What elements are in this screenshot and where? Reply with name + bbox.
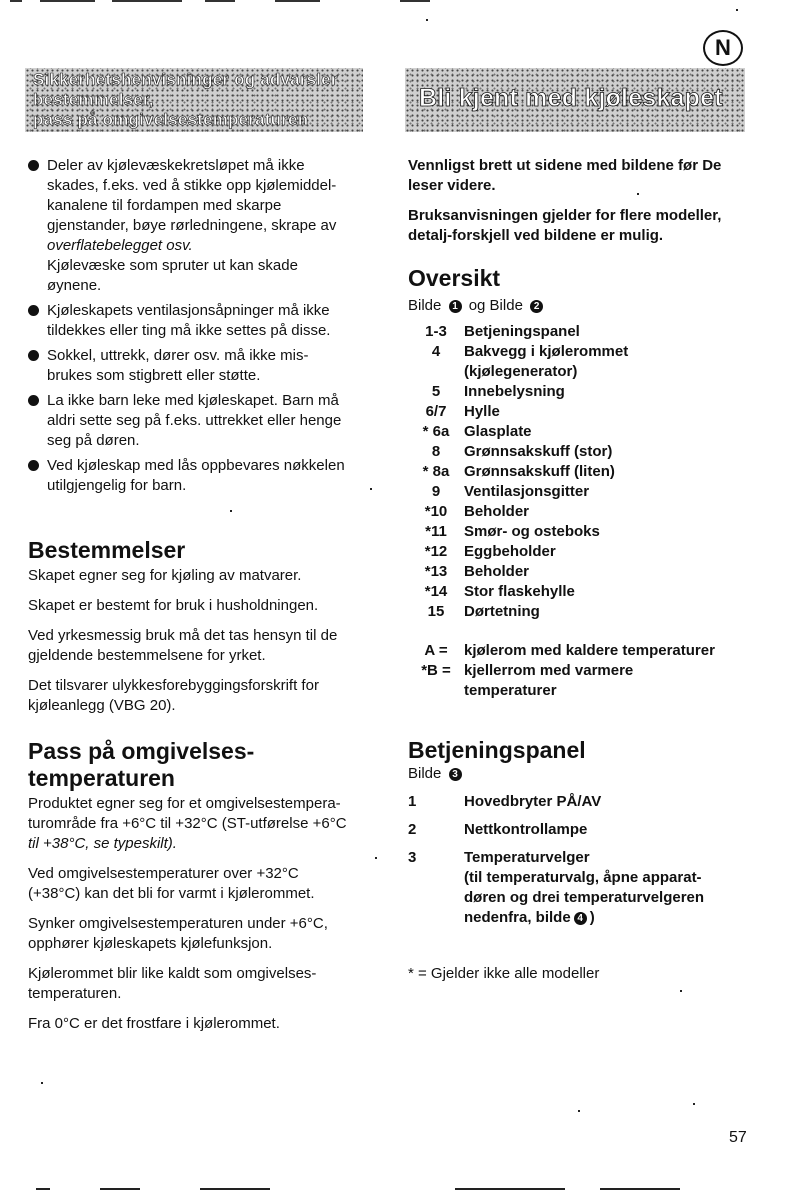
scan-line <box>10 0 22 2</box>
text: Bilde <box>408 297 442 314</box>
item-label: Smør- og osteboks <box>464 523 600 540</box>
list-item <box>408 402 758 422</box>
text: nedenfra, bilde <box>464 909 571 926</box>
text-line: tildekkes eller ting må ikke settes på disse. <box>47 322 331 339</box>
text-line: Bruksanvisningen gjelder for flere modeller, <box>408 207 722 224</box>
item-number: 1 <box>408 793 417 810</box>
text-line: Skapet er bestemt for bruk i husholdningen. <box>28 597 319 614</box>
scan-line <box>36 1188 50 1190</box>
figure-reference <box>408 296 758 316</box>
list-item <box>408 322 758 342</box>
text-line: La ikke barn leke med kjøleskapet. Barn må <box>47 392 339 409</box>
scan-line <box>40 0 95 2</box>
scan-line <box>600 1188 680 1190</box>
section-heading: Betjeningspanel <box>408 737 586 763</box>
item-number: 9 <box>431 483 441 500</box>
item-label: Eggbeholder <box>464 543 556 560</box>
scan-line <box>100 1188 140 1190</box>
left-section-banner <box>25 68 363 132</box>
oversikt-section <box>408 265 758 701</box>
item-number: 2 <box>408 821 417 838</box>
item-label: Glasplate <box>464 423 532 440</box>
list-item <box>408 522 758 542</box>
legend-list <box>408 641 758 701</box>
item-label: Betjeningspanel <box>464 323 580 340</box>
section-heading-line-2: temperaturen <box>28 765 175 791</box>
text-line: detalj-forskjell ved bildene er mulig. <box>408 227 664 244</box>
scan-line <box>455 1188 565 1190</box>
bullet-item <box>28 346 368 386</box>
list-item <box>408 422 758 442</box>
bullet-item <box>28 456 368 496</box>
list-item <box>408 482 758 502</box>
item-label: Beholder <box>464 563 530 580</box>
item-label: Ventilasjonsgitter <box>464 483 590 500</box>
text-line: brukes som stigbrett eller støtte. <box>47 367 261 384</box>
paragraph <box>28 864 378 904</box>
text-line: Produktet egner seg for et omgivelsestempera- <box>28 795 341 812</box>
item-label: Dørtetning <box>464 603 540 620</box>
item-label: Grønnsakskuff (liten) <box>464 463 615 480</box>
item-label: Bakvegg i kjølerommet <box>464 343 629 360</box>
scan-speck <box>41 1082 43 1084</box>
paragraph <box>28 794 378 834</box>
control-item <box>408 820 758 840</box>
text-line: Ved omgivelsestemperaturer over +32°C <box>28 865 299 882</box>
scan-speck <box>370 488 372 490</box>
text-line: temperaturen. <box>28 985 122 1002</box>
legend-key <box>408 681 464 701</box>
scan-speck <box>637 193 639 195</box>
text-line: (+38°C) kan det bli for varmt i kjølerommet. <box>28 885 315 902</box>
banner-line-1: Sikkerhetshenvisninger og advarsler <box>33 70 338 89</box>
item-number: 6/7 <box>425 403 447 420</box>
paragraph <box>28 596 368 616</box>
text-line: gjenstander, bøye rørledningene, skrape av <box>47 217 337 234</box>
paragraph <box>28 914 378 954</box>
item-label: Innebelysning <box>464 383 565 400</box>
legend-text: kjølerom med kaldere temperaturer <box>464 642 715 659</box>
scan-speck <box>578 1110 580 1112</box>
right-section-banner <box>405 68 745 132</box>
paragraph <box>28 676 368 716</box>
scan-speck <box>736 9 738 11</box>
legend-key: A = <box>424 642 448 659</box>
control-item <box>408 848 758 868</box>
legend-text: kjellerrom med varmere <box>464 662 634 679</box>
text-line: Skapet egner seg for kjøling av matvarer. <box>28 567 302 584</box>
list-item <box>408 562 758 582</box>
paragraph <box>28 566 368 586</box>
scan-speck <box>426 19 428 21</box>
figure-number-icon: 2 <box>530 300 543 313</box>
legend-item <box>408 641 758 661</box>
text-line: døren og drei temperaturvelgeren <box>464 889 705 906</box>
legend-item <box>408 661 758 681</box>
item-number: 15 <box>427 603 445 620</box>
country-badge: N <box>703 30 743 66</box>
section-heading-line-1: Pass på omgivelses- <box>28 738 255 764</box>
text-line: Ved kjøleskap med lås oppbevares nøkkelen <box>47 457 345 474</box>
intro-paragraph <box>408 156 758 196</box>
text: Bilde <box>408 765 442 782</box>
banner-line-3: pass på omgivelsestemperaturen <box>33 110 309 129</box>
scan-speck <box>375 857 377 859</box>
figure-number-icon: 1 <box>449 300 462 313</box>
list-item <box>408 442 758 462</box>
list-item <box>408 382 758 402</box>
text-line: Kjøleskapets ventilasjonsåpninger må ikke <box>47 302 330 319</box>
pass-section <box>28 738 378 1044</box>
list-item <box>408 342 758 362</box>
intro-paragraph <box>408 206 758 246</box>
list-item <box>408 502 758 522</box>
text-line: leser videre. <box>408 177 496 194</box>
left-column <box>28 156 368 501</box>
item-number: *13 <box>424 563 448 580</box>
item-number: 4 <box>431 343 441 360</box>
item-label: Beholder <box>464 503 530 520</box>
item-number: 5 <box>431 383 441 400</box>
text-line: (til temperaturvalg, åpne apparat- <box>464 869 702 886</box>
figure-reference <box>408 764 758 784</box>
text-line: Fra 0°C er det frostfare i kjølerommet. <box>28 1015 280 1032</box>
legend-item <box>408 681 758 701</box>
text-line: Ved yrkesmessig bruk må det tas hensyn til de <box>28 627 338 644</box>
footnote: * = Gjelder ikke alle modeller <box>408 965 600 982</box>
item-label: Grønnsakskuff (stor) <box>464 443 613 460</box>
item-label: Nettkontrollampe <box>464 821 588 838</box>
text-line: gjeldende bestemmelsene for yrket. <box>28 647 266 664</box>
text-line: Det tilsvarer ulykkesforebyggingsforskrift for <box>28 677 319 694</box>
control-note <box>408 868 758 928</box>
text-line: Kjølerommet blir like kaldt som omgivelses- <box>28 965 317 982</box>
text-line: Synker omgivelsestemperaturen under +6°C, <box>28 915 328 932</box>
scan-line <box>205 0 235 2</box>
text-line: utilgjengelig for barn. <box>47 477 187 494</box>
banner-title: Bli kjent med kjøleskapet <box>419 84 723 112</box>
scan-speck <box>680 990 682 992</box>
text: og Bilde <box>468 297 523 314</box>
text-line: øynene. <box>47 277 102 294</box>
item-number: *11 <box>425 523 447 540</box>
item-number: 8 <box>431 443 441 460</box>
item-label: Stor flaskehylle <box>464 583 575 600</box>
right-column <box>408 156 758 256</box>
bullet-item <box>28 391 368 451</box>
item-label: (kjølegenerator) <box>464 363 578 380</box>
section-heading: Bestemmelser <box>28 537 186 563</box>
item-number: *12 <box>424 543 448 560</box>
text-line: Vennligst brett ut sidene med bildene før De <box>408 157 722 174</box>
section-heading: Oversikt <box>408 265 501 291</box>
list-item <box>408 362 758 382</box>
bullet-item <box>28 301 368 341</box>
parts-list <box>408 322 758 622</box>
banner-line-2: bestemmelser, <box>33 90 154 109</box>
paragraph <box>28 1014 378 1034</box>
text-line: Sokkel, uttrekk, dører osv. må ikke mis- <box>47 347 309 364</box>
scan-line <box>400 0 430 2</box>
text-line: til +38°C, se typeskilt). <box>28 835 177 852</box>
item-number: * 8a <box>422 463 450 480</box>
scan-line <box>112 0 182 2</box>
bullet-item <box>28 156 368 296</box>
list-item <box>408 582 758 602</box>
item-label: Temperaturvelger <box>464 849 590 866</box>
control-item <box>408 792 758 812</box>
page-number: 57 <box>729 1129 747 1146</box>
text-line: Kjølevæske som spruter ut kan skade <box>47 257 298 274</box>
item-number: *14 <box>424 583 448 600</box>
item-number: 1-3 <box>425 323 447 340</box>
item-number: 3 <box>408 849 417 866</box>
betjeningspanel-section <box>408 737 758 984</box>
text-line-italic: overflatebelegget osv. <box>47 237 193 254</box>
list-item <box>408 462 758 482</box>
item-number: *10 <box>424 503 448 520</box>
text-line: aldri sette seg på f.eks. uttrekket eller henge <box>47 412 342 429</box>
figure-number-icon: 3 <box>449 768 462 781</box>
scan-speck <box>230 510 232 512</box>
text-line: skades, f.eks. ved å stikke opp kjølemiddel- <box>47 177 337 194</box>
paragraph <box>28 626 368 666</box>
text-line: Deler av kjølevæskekretsløpet må ikke <box>47 157 305 174</box>
legend-text: temperaturer <box>464 682 557 699</box>
item-number: * 6a <box>422 423 450 440</box>
text-line: seg på døren. <box>47 432 140 449</box>
paragraph <box>28 964 378 1004</box>
paragraph <box>28 834 378 854</box>
text: ) <box>589 909 595 926</box>
text-line: kjøleanlegg (VBG 20). <box>28 697 176 714</box>
item-label: Hylle <box>464 403 500 420</box>
item-number <box>408 362 464 382</box>
text-line: kanalene til fordampen med skarpe <box>47 197 282 214</box>
list-item <box>408 602 758 622</box>
text-line <box>464 908 758 928</box>
scan-line <box>200 1188 270 1190</box>
bestemmelser-section <box>28 537 368 726</box>
text-line: opphører kjøleskapets kjølefunksjon. <box>28 935 273 952</box>
scan-speck <box>693 1103 695 1105</box>
figure-number-icon: 4 <box>574 912 587 925</box>
item-label: Hovedbryter PÅ/AV <box>464 793 602 810</box>
list-item <box>408 542 758 562</box>
text-line: turområde fra +6°C til +32°C (ST-utførelse +6°C <box>28 815 347 832</box>
scan-line <box>275 0 320 2</box>
legend-key: *B = <box>421 662 451 679</box>
